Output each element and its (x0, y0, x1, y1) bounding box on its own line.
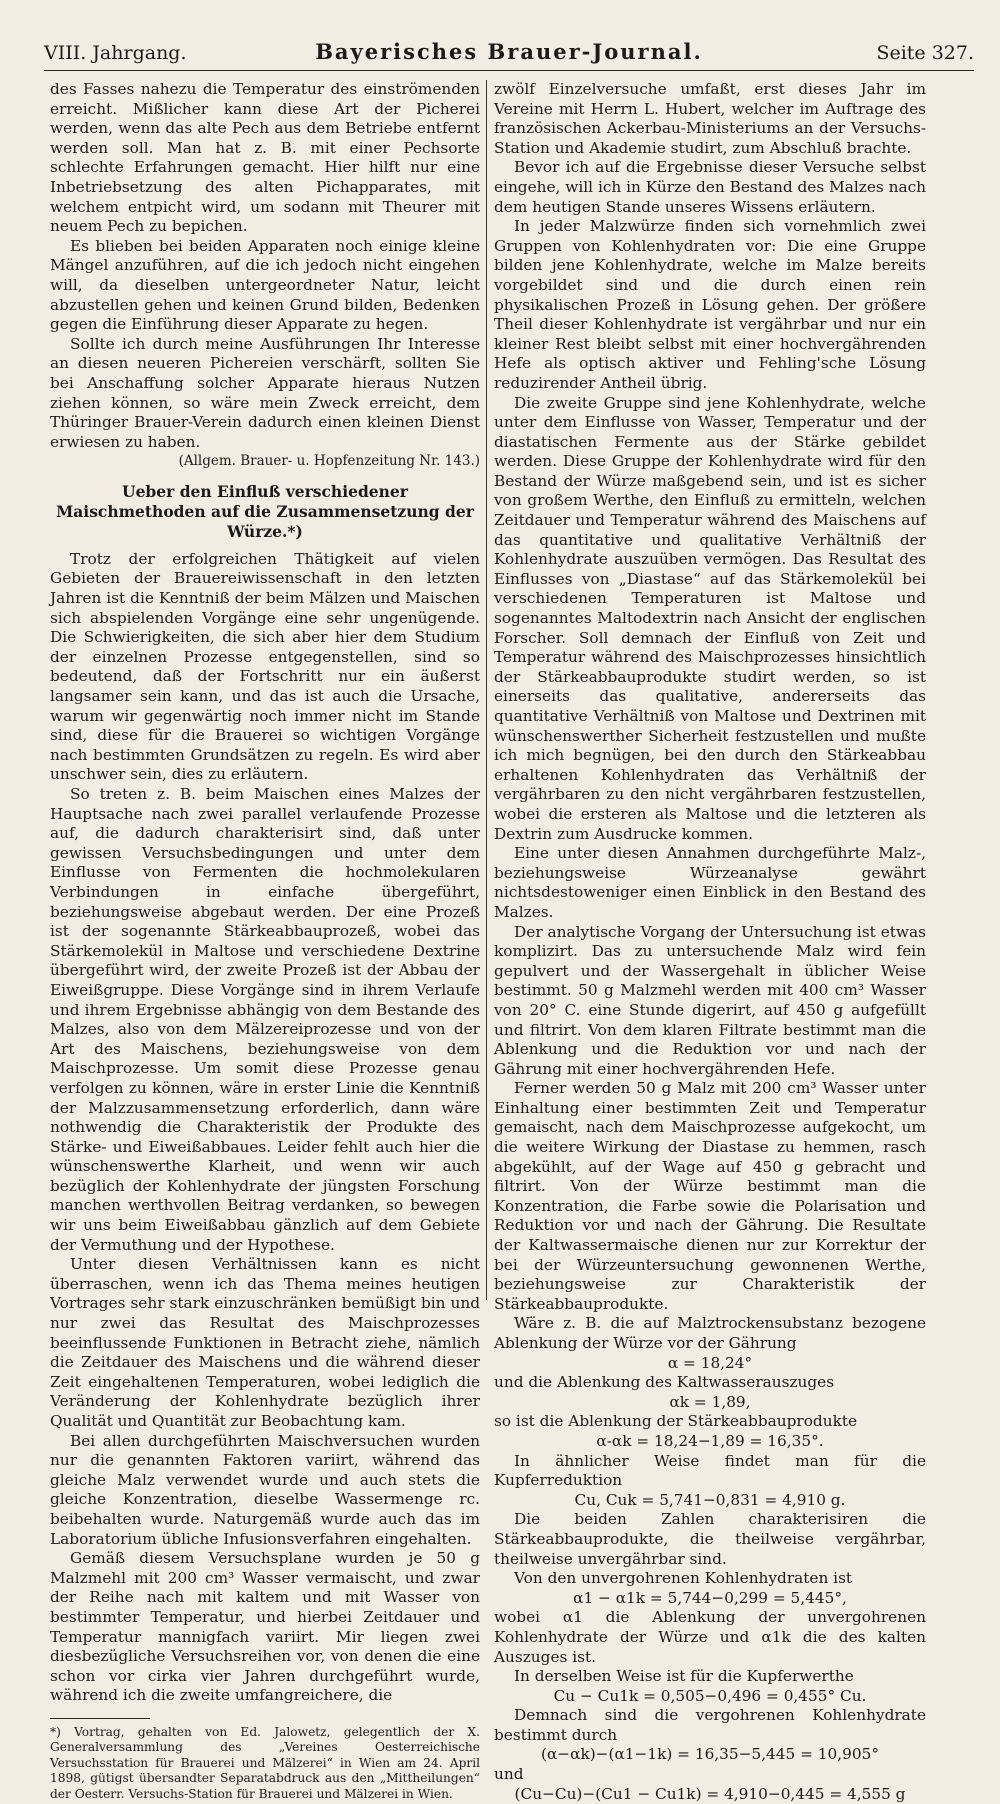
paragraph: So treten z. B. beim Maischen eines Malzes der Hauptsache nach zwei parallel verlaufende Prozesse auf, die dadurch charakterisirt sind, daß unter gewissen Versuchsbedingungen und unter dem Einflusse von Fermenten die hochmolekularen Verbindungen in einfache übergeführt, beziehungsweise abgebaut werden. Der eine Prozeß ist der sogenannte Stärkeabbauprozeß, wobei das Stärkemolekül in Maltose und verschiedene Dextrine übergeführt wird, der zweite Prozeß ist der Abbau der Eiweißgruppe. Diese Vorgänge sind in ihrem Verlaufe und ihrem Ergebnisse abhängig von dem Bestande des Malzes, also von dem Mälzereiprozesse und von der Art des Maischens, beziehungsweise von dem Maischprozesse. Um somit diese Prozesse genau verfolgen zu können, wäre in erster Linie die Kenntniß der Malzzusammensetzung erforderlich, dann wäre nothwendig die Charakteristik der Produkte des Stärke- und Eiweißabbaues. Leider fehlt auch hier die wünschenswerthe Klarheit, und wenn wir auch bezüglich der Kohlenhydrate der jüngsten Forschung manchen werthvollen Beitrag verdanken, so bewegen wir uns beim Eiweißabbau gänzlich auf dem Gebiete der Vermuthung und der Hypothese. (50, 785, 480, 1254)
equation: αk = 1,89, (669, 1392, 751, 1411)
right-column (494, 80, 926, 1804)
article-title: Ueber den Einfluß verschiedener Maischmethoden auf die Zusammensetzung der Würze.*) (56, 481, 474, 541)
text-line: und (494, 1765, 524, 1784)
text-line: und die Ablenkung des Kaltwasserauszuges (494, 1373, 835, 1392)
equation: (Cu−Cu)−(Cu1 − Cu1k) = 4,910−0,445 = 4,555 g (514, 1784, 906, 1803)
paragraph: Der analytische Vorgang der Untersuchung ist etwas komplizirt. Das zu untersuchende Malz wird fein gepulvert und der Wassergehalt in üblicher Weise bestimmt. 50 g Malzmehl werden mit 400 cm³ Wasser von 20° C. eine Stunde digerirt, auf 450 g aufgefüllt und filtrirt. Von dem klaren Filtrate bestimmt man die Ablenkung und die Reduktion vor und nach der Gährung mit einer hochvergährenden Hefe. (494, 922, 926, 1078)
page-header (44, 36, 974, 71)
paragraph: Die zweite Gruppe sind jene Kohlenhydrate, welche unter dem Einflusse von Wasser, Temperatur und der diastatischen Fermente aus der Stärke gebildet werden. Diese Gruppe der Kohlenhydrate wird für den Bestand der Würze maßgebend sein, und ist es sicher von großem Werthe, den Einfluß zu ermitteln, welchen Zeitdauer und Temperatur während des Maischens auf das quantitative und qualitative Verhältniß der Kohlenhydrate auszuüben vermögen. Das Resultat des Einflusses von „Diastase“ auf das Stärkemolekül bei verschiedenen Temperaturen ist Maltose und sogenanntes Maltodextrin nach Ansicht der englischen Forscher. Soll demnach der Einfluß von Zeit und Temperatur während des Maischprozesses hinsichtlich der Stärkeabbauprodukte studirt werden, so ist einerseits das qualitative, andererseits das quantitative Verhältniß von Maltose und Dextrinen mit wünschenswerther Sicherheit festzustellen und mußte ich mich begnügen, bei den durch den Stärkeabbau erhaltenen Kohlenhydraten das Verhältniß der vergährbaren zu den nicht vergährbaren festzustellen, wobei die ersteren als Maltose und die letzteren als Dextrin zum Ausdrucke kommen. (494, 393, 926, 843)
equation: Cu, Cuk = 5,741−0,831 = 4,910 g. (574, 1490, 846, 1509)
text-line: In derselben Weise ist für die Kupferwerthe (514, 1667, 854, 1686)
paragraph: Trotz der erfolgreichen Thätigkeit auf vielen Gebieten der Brauereiwissenschaft in den letzten Jahren ist die Kenntniß der beim Mälzen und Maischen sich abspielenden Vorgänge eine sehr ungenügende. Die Schwierigkeiten, die sich aber hier dem Studium der einzelnen Prozesse entgegenstellen, sind so bedeutend, daß der Fortschritt nur ein äußerst langsamer sein kann, und das ist auch die Ursache, warum wir gegenwärtig noch immer nicht im Stande sind, diese für die Brauerei so wichtigen Vorgänge nach bestimmten Grundsätzen zu regeln. Es wird aber unschwer sein, dies zu erläutern. (50, 549, 480, 784)
text-line: Die beiden Zahlen charakterisiren die Stärkeabbauprodukte, die theilweise vergährbar, theilweise unvergährbar sind. (494, 1510, 926, 1568)
footnote-rule (50, 1718, 150, 1719)
equation: α = 18,24° (667, 1353, 753, 1372)
paragraph: Es blieben bei beiden Apparaten noch einige kleine Mängel anzuführen, auf die ich jedoch nicht eingehen will, da dieselben untergeordneter Natur, leicht abzustellen gehen und keinen Grund bilden, Bedenken gegen die Einführung dieser Apparate zu hegen. (50, 236, 480, 334)
paragraph: Gemäß diesem Versuchsplane wurden je 50 g Malzmehl mit 200 cm³ Wasser vermaischt, und zwar der Reihe nach mit kaltem und mit Wasser von bestimmter Temperatur, und hierbei Zeitdauer und Temperatur mannigfach variirt. Mir liegen zwei diesbezügliche Versuchsreihen vor, von denen die eine schon vor cirka vier Jahren durchgeführt wurde, während ich die zweite umfangreichere, die (50, 1549, 480, 1705)
paragraph: Bevor ich auf die Ergebnisse dieser Versuche selbst eingehe, will ich in Kürze den Bestand des Malzes nach dem heutigen Stande unseres Wissens erläutern. (494, 158, 926, 216)
text-line: Demnach sind die vergohrenen Kohlenhydrate bestimmt durch (494, 1706, 926, 1744)
text-line: wobei α1 die Ablenkung der unvergohrenen Kohlenhydrate der Würze und α1k die des kalten Auszuges ist. (494, 1608, 926, 1666)
column-divider (486, 80, 487, 1300)
left-column (50, 80, 480, 1802)
page-number: Seite 327. (876, 42, 974, 64)
volume-label: VIII. Jahrgang. (44, 42, 187, 64)
paragraph: Unter diesen Verhältnissen kann es nicht überraschen, wenn ich das Thema meines heutigen Vortrages sehr stark einzuschränken bemüßigt bin und nur zwei das Resultat des Maischprozesses beeinflussende Funktionen in Betracht ziehe, nämlich die Zeitdauer des Maischens und die während dieser Zeit eingehaltenen Temperaturen, wobei lediglich die Veränderung der Kohlenhydrate bezüglich ihrer Qualität und Quantität zur Beobachtung kam. (50, 1255, 480, 1430)
equation: Cu − Cu1k = 0,505−0,496 = 0,455° Cu. (553, 1686, 867, 1705)
equation: α1 − α1k = 5,744−0,299 = 5,445°, (573, 1588, 847, 1607)
paragraph: Wäre z. B. die auf Malztrockensubstanz bezogene Ablenkung der Würze vor der Gährung (494, 1314, 926, 1352)
paragraph: des Fasses nahezu die Temperatur des einströmenden erreicht. Mißlicher kann diese Art der Picherei werden, wenn das alte Pech aus dem Betriebe entfernt werden soll. Man hat z. B. mit einer Pechsorte schlechte Erfahrungen gemacht. Hier hilft nur eine Inbetriebsetzung des alten Pichapparates, mit welchem entpicht wird, um sodann mit Theurer mit neuem Pech zu bepichen. (50, 80, 480, 236)
paragraph: In jeder Malzwürze finden sich vornehmlich zwei Gruppen von Kohlenhydraten vor: Die eine Gruppe bilden jene Kohlenhydrate, welche im Malze bereits vorgebildet sind und die durch einen rein physikalischen Prozeß in Lösung gehen. Der größere Theil dieser Kohlenhydrate ist vergährbar und nur ein kleiner Rest bleibt selbst mit einer hochvergährenden Hefe als optisch aktiver und Fehling'sche Lösung reduzirender Antheil übrig. (494, 217, 926, 392)
journal-title: Bayerisches Brauer-Journal. (315, 39, 703, 64)
text-line: Von den unvergohrenen Kohlenhydraten ist (514, 1569, 853, 1588)
paragraph: Bei allen durchgeführten Maischversuchen wurden nur die genannten Faktoren variirt, während das gleiche Malz verwendet wurde und auch stets die gleiche Konzentration, dieselbe Wassermenge rc. beibehalten wurde. Naturgemäß wurde auch das im Laboratorium übliche Infusionsverfahren eingehalten. (50, 1431, 480, 1548)
paragraph: Eine unter diesen Annahmen durchgeführte Malz-, beziehungsweise Würzeanalyse gewährt nichtsdestoweniger einen Einblick in den Bestand des Malzes. (494, 844, 926, 921)
text-line: In ähnlicher Weise findet man für die Kupferreduktion (494, 1451, 926, 1490)
source-citation: (Allgem. Brauer- u. Hopfenzeitung Nr. 143.) (178, 453, 480, 470)
paragraph: Ferner werden 50 g Malz mit 200 cm³ Wasser unter Einhaltung einer bestimmten Zeit und Temperatur gemaischt, nach dem Maischprozesse aufgekocht, um die weitere Wirkung der Diastase zu hemmen, rasch abgekühlt, auf der Wage auf 450 g gebracht und filtrirt. Von der Würze bestimmt man die Konzentration, die Farbe sowie die Polarisation und Reduktion vor und nach der Gährung. Die Resultate der Kaltwassermaische dienen nur zur Korrektur der bei der Würzeuntersuchung gewonnenen Werthe, beziehungsweise zur Charakteristik der Stärkeabbauprodukte. (494, 1079, 926, 1313)
equation: α-αk = 18,24−1,89 = 16,35°. (596, 1431, 824, 1450)
footnote: *) Vortrag, gehalten von Ed. Jalowetz, gelegentlich der X. Generalversammlung des „Vereines Oesterreichische Versuchsstation für Brauerei und Mälzerei“ in Wien am 24. April 1898, gütigst übersandter Separatabdruck aus den „Mittheilungen“ der Oesterr. Versuchs-Station für Brauerei und Mälzerei in Wien. (50, 1724, 480, 1801)
text-line: so ist die Ablenkung der Stärkeabbauprodukte (494, 1412, 858, 1431)
equation: (α−αk)−(α1−1k) = 16,35−5,445 = 10,905° (541, 1745, 879, 1764)
paragraph: Sollte ich durch meine Ausführungen Ihr Interesse an diesen neueren Pichereien verschärft, sollten Sie bei Anschaffung solcher Apparate hieraus Nutzen ziehen können, so wäre mein Zweck erreicht, dem Thüringer Brauer-Verein dadurch einen kleinen Dienst erwiesen zu haben. (50, 334, 480, 451)
paragraph: zwölf Einzelversuche umfaßt, erst dieses Jahr im Vereine mit Herrn L. Hubert, welcher im Auftrage des französischen Ackerbau-Ministeriums an der Versuchs-Station und Akademie studirt, zum Abschluß brachte. (494, 80, 926, 157)
